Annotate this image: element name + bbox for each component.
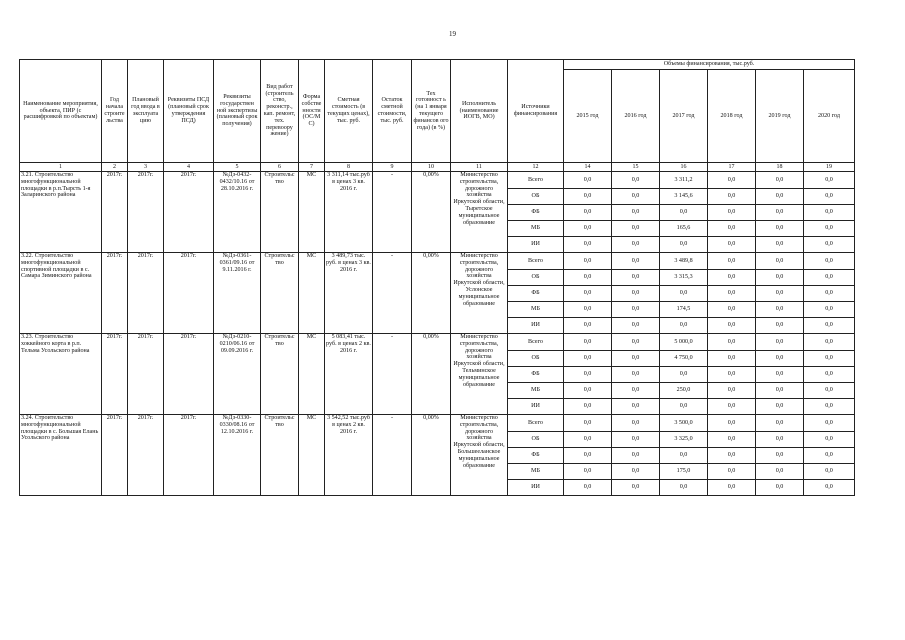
funding-value: 0,0	[612, 383, 660, 399]
column-number: 8	[325, 163, 373, 172]
funding-source: ИИ	[508, 318, 564, 334]
funding-value: 0,0	[708, 464, 756, 480]
column-number: 3	[128, 163, 164, 172]
ownership: МС	[299, 253, 325, 334]
expertise: №Дз-0432-0432/10.16 от 28.10.2016 г.	[214, 172, 261, 253]
funding-value: 165,6	[660, 221, 708, 237]
funding-source: ОБ	[508, 432, 564, 448]
funding-value: 0,0	[756, 464, 804, 480]
funding-value: 0,0	[708, 253, 756, 270]
funding-value: 0,0	[708, 432, 756, 448]
work-type: Строительс тво	[261, 415, 299, 496]
funding-value: 0,0	[804, 334, 855, 351]
funding-value: 0,0	[612, 318, 660, 334]
funding-value: 0,0	[804, 302, 855, 318]
funding-value: 0,0	[708, 221, 756, 237]
funding-source: ФБ	[508, 286, 564, 302]
funding-source: ФБ	[508, 448, 564, 464]
header-remainder: Остаток сметной стоимости, тыс. руб.	[373, 60, 412, 163]
header-year: 2015 год	[564, 70, 612, 163]
funding-value: 0,0	[564, 318, 612, 334]
funding-value: 0,0	[708, 383, 756, 399]
funding-value: 0,0	[564, 302, 612, 318]
plan-year: 2017г.	[128, 253, 164, 334]
funding-value: 0,0	[564, 464, 612, 480]
header-year: 2016 год	[612, 70, 660, 163]
funding-value: 0,0	[756, 221, 804, 237]
header-year: 2018 год	[708, 70, 756, 163]
ownership: МС	[299, 415, 325, 496]
remainder: -	[373, 334, 412, 415]
funding-value: 0,0	[564, 351, 612, 367]
funding-value: 0,0	[804, 464, 855, 480]
funding-value: 0,0	[804, 415, 855, 432]
header-work-type: Вид работ (строитель ство, реконстр., кап. ремонт, тех. перевоору жение)	[261, 60, 299, 163]
funding-value: 0,0	[756, 334, 804, 351]
funding-source: ИИ	[508, 237, 564, 253]
funding-value: 0,0	[564, 205, 612, 221]
start-year: 2017г.	[102, 415, 128, 496]
project-name: 3.22. Строительство многофункциональной спортивной площадки в с. Самара Зиминского района	[20, 253, 102, 334]
remainder: -	[373, 415, 412, 496]
funding-value: 0,0	[804, 221, 855, 237]
column-number: 17	[708, 163, 756, 172]
funding-value: 0,0	[564, 270, 612, 286]
estimate: 3 489,73 тыс. руб. в ценах 3 кв. 2016 г.	[325, 253, 373, 334]
funding-source: Всего	[508, 334, 564, 351]
funding-value: 0,0	[612, 286, 660, 302]
funding-value: 0,0	[612, 448, 660, 464]
funding-value: 3 311,2	[660, 172, 708, 189]
funding-source: ОБ	[508, 189, 564, 205]
column-number: 15	[612, 163, 660, 172]
funding-value: 0,0	[708, 237, 756, 253]
funding-value: 0,0	[612, 432, 660, 448]
funding-value: 0,0	[804, 480, 855, 496]
executor: Министерство строительства, дорожного хозяйства Иркутской области, Тельминское муниципальное образование	[451, 334, 508, 415]
funding-value: 0,0	[612, 270, 660, 286]
funding-value: 0,0	[756, 318, 804, 334]
funding-value: 0,0	[804, 270, 855, 286]
funding-value: 0,0	[756, 237, 804, 253]
funding-value: 0,0	[804, 189, 855, 205]
column-number: 9	[373, 163, 412, 172]
funding-value: 0,0	[708, 302, 756, 318]
column-number: 19	[804, 163, 855, 172]
funding-value: 0,0	[804, 253, 855, 270]
funding-value: 0,0	[756, 480, 804, 496]
column-number: 18	[756, 163, 804, 172]
funding-value: 0,0	[804, 432, 855, 448]
funding-source: Всего	[508, 172, 564, 189]
funding-value: 0,0	[564, 480, 612, 496]
header-start-year: Год начала строите льства	[102, 60, 128, 163]
financing-table	[19, 59, 855, 496]
start-year: 2017г.	[102, 172, 128, 253]
funding-value: 0,0	[564, 221, 612, 237]
funding-value: 250,0	[660, 383, 708, 399]
funding-value: 0,0	[756, 399, 804, 415]
header-sources: Источники финансирования	[508, 60, 564, 163]
funding-value: 0,0	[660, 448, 708, 464]
funding-value: 0,0	[708, 334, 756, 351]
funding-value: 0,0	[708, 415, 756, 432]
plan-year: 2017г.	[128, 415, 164, 496]
column-number: 5	[214, 163, 261, 172]
funding-value: 0,0	[708, 399, 756, 415]
funding-value: 0,0	[612, 415, 660, 432]
funding-value: 0,0	[708, 318, 756, 334]
estimate: 5 083,41 тыс. руб. в ценах 2 кв. 2016 г.	[325, 334, 373, 415]
funding-value: 3 500,0	[660, 415, 708, 432]
project-name: 3.23. Строительство хоккейного корта в р.п. Тельма Усольского района	[20, 334, 102, 415]
estimate: 3 311,14 тыс.руб в ценах 3 кв. 2016 г.	[325, 172, 373, 253]
funding-value: 0,0	[708, 351, 756, 367]
expertise: №Дз-0210-0210/06.16 от 09.09.2016 г.	[214, 334, 261, 415]
funding-value: 0,0	[660, 205, 708, 221]
funding-value: 0,0	[612, 221, 660, 237]
psd-year: 2017г.	[164, 334, 214, 415]
funding-value: 0,0	[756, 383, 804, 399]
funding-value: 0,0	[708, 448, 756, 464]
funding-value: 0,0	[804, 399, 855, 415]
funding-value: 0,0	[804, 383, 855, 399]
header-estimate: Сметная стоимость (в текущих ценах), тыс. руб.	[325, 60, 373, 163]
header-ownership: Форма собстве нности (ОС/М С)	[299, 60, 325, 163]
funding-value: 0,0	[756, 302, 804, 318]
header-funding: Объемы финансирования, тыс.руб.	[564, 60, 855, 70]
funding-value: 0,0	[804, 205, 855, 221]
funding-value: 0,0	[708, 480, 756, 496]
funding-value: 0,0	[756, 270, 804, 286]
funding-value: 0,0	[564, 432, 612, 448]
executor: Министерство строительства, дорожного хозяйства Иркутской области, Большееланское муниципальное образование	[451, 415, 508, 496]
funding-value: 0,0	[612, 464, 660, 480]
funding-value: 0,0	[612, 237, 660, 253]
funding-value: 0,0	[612, 399, 660, 415]
funding-value: 0,0	[660, 318, 708, 334]
funding-value: 0,0	[804, 172, 855, 189]
funding-value: 3 325,0	[660, 432, 708, 448]
funding-source: ФБ	[508, 205, 564, 221]
remainder: -	[373, 253, 412, 334]
funding-value: 0,0	[756, 172, 804, 189]
estimate: 3 542,52 тыс.руб в ценах 2 кв. 2016 г.	[325, 415, 373, 496]
funding-value: 0,0	[708, 172, 756, 189]
funding-value: 0,0	[564, 383, 612, 399]
funding-value: 0,0	[756, 286, 804, 302]
work-type: Строительс тво	[261, 172, 299, 253]
funding-value: 0,0	[612, 367, 660, 383]
funding-value: 0,0	[804, 318, 855, 334]
funding-value: 0,0	[564, 448, 612, 464]
header-plan-year: Плановый год ввода в эксплуата цию	[128, 60, 164, 163]
funding-source: МБ	[508, 383, 564, 399]
funding-value: 0,0	[564, 415, 612, 432]
header-year: 2019 год	[756, 70, 804, 163]
header-psd: Реквизиты ПСД (плановый срок утверждения ПСД)	[164, 60, 214, 163]
funding-value: 0,0	[564, 286, 612, 302]
column-number: 11	[451, 163, 508, 172]
remainder: -	[373, 172, 412, 253]
funding-source: ИИ	[508, 399, 564, 415]
funding-value: 3 315,3	[660, 270, 708, 286]
table-row	[20, 334, 855, 351]
ownership: МС	[299, 172, 325, 253]
executor: Министерство строительства, дорожного хозяйства Иркутской области, Услонское муниципальное образование	[451, 253, 508, 334]
funding-value: 3 145,6	[660, 189, 708, 205]
funding-source: МБ	[508, 302, 564, 318]
page-number: 19	[449, 30, 456, 38]
header-year: 2017 год	[660, 70, 708, 163]
funding-value: 0,0	[756, 367, 804, 383]
start-year: 2017г.	[102, 334, 128, 415]
funding-value: 0,0	[804, 367, 855, 383]
funding-source: МБ	[508, 221, 564, 237]
funding-value: 0,0	[804, 286, 855, 302]
funding-value: 0,0	[756, 351, 804, 367]
funding-value: 0,0	[612, 302, 660, 318]
funding-value: 0,0	[756, 432, 804, 448]
plan-year: 2017г.	[128, 172, 164, 253]
funding-value: 0,0	[756, 205, 804, 221]
funding-value: 0,0	[804, 237, 855, 253]
column-number: 6	[261, 163, 299, 172]
plan-year: 2017г.	[128, 334, 164, 415]
column-number: 1	[20, 163, 102, 172]
funding-source: Всего	[508, 415, 564, 432]
column-number: 4	[164, 163, 214, 172]
funding-value: 0,0	[660, 367, 708, 383]
readiness: 0,00%	[412, 253, 451, 334]
funding-value: 0,0	[612, 253, 660, 270]
column-number: 14	[564, 163, 612, 172]
funding-value: 175,0	[660, 464, 708, 480]
funding-value: 0,0	[564, 189, 612, 205]
funding-value: 174,5	[660, 302, 708, 318]
readiness: 0,00%	[412, 172, 451, 253]
project-name: 3.24. Строительство многофункциональной площадки в с. Большая Елань Усольского района	[20, 415, 102, 496]
funding-value: 0,0	[564, 367, 612, 383]
column-number: 12	[508, 163, 564, 172]
funding-value: 0,0	[660, 399, 708, 415]
funding-value: 0,0	[660, 286, 708, 302]
funding-value: 0,0	[564, 237, 612, 253]
project-name: 3.21. Строительство многофункциональной площадки в р.п.Тырсть 1-я Заларинского района	[20, 172, 102, 253]
ownership: МС	[299, 334, 325, 415]
funding-source: ОБ	[508, 351, 564, 367]
header-readiness: Тех готовност ь (на 1 января текущего финансов ого года) (в %)	[412, 60, 451, 163]
funding-value: 0,0	[612, 189, 660, 205]
funding-value: 0,0	[756, 448, 804, 464]
funding-source: МБ	[508, 464, 564, 480]
header-executor: Исполнитель (наименование ИОГВ, МО)	[451, 60, 508, 163]
funding-value: 0,0	[612, 334, 660, 351]
funding-value: 3 489,8	[660, 253, 708, 270]
funding-value: 0,0	[660, 237, 708, 253]
column-number: 16	[660, 163, 708, 172]
funding-value: 0,0	[756, 253, 804, 270]
psd-year: 2017г.	[164, 415, 214, 496]
funding-value: 0,0	[804, 351, 855, 367]
funding-value: 0,0	[756, 189, 804, 205]
funding-value: 0,0	[564, 253, 612, 270]
psd-year: 2017г.	[164, 172, 214, 253]
funding-value: 4 750,0	[660, 351, 708, 367]
funding-value: 0,0	[756, 415, 804, 432]
funding-value: 0,0	[564, 334, 612, 351]
executor: Министерство строительства, дорожного хозяйства Иркутской области, Тыретское муниципальное образование	[451, 172, 508, 253]
funding-source: ФБ	[508, 367, 564, 383]
table-row	[20, 172, 855, 189]
funding-source: ИИ	[508, 480, 564, 496]
start-year: 2017г.	[102, 253, 128, 334]
funding-value: 0,0	[708, 286, 756, 302]
funding-source: ОБ	[508, 270, 564, 286]
header-name: Наименование мероприятия, объекта, ПИР (с расшифровкой по объектам)	[20, 60, 102, 163]
funding-value: 0,0	[612, 205, 660, 221]
column-number: 10	[412, 163, 451, 172]
funding-value: 0,0	[708, 270, 756, 286]
expertise: №Дз-0330-0330/08.16 от 12.10.2016 г.	[214, 415, 261, 496]
work-type: Строительс тво	[261, 334, 299, 415]
column-number: 7	[299, 163, 325, 172]
funding-value: 0,0	[708, 189, 756, 205]
readiness: 0,00%	[412, 415, 451, 496]
header-expertise: Реквизиты государствен ной экспертизы (плановый срок получения)	[214, 60, 261, 163]
funding-value: 0,0	[612, 480, 660, 496]
funding-value: 0,0	[708, 367, 756, 383]
readiness: 0,00%	[412, 334, 451, 415]
funding-value: 0,0	[612, 351, 660, 367]
funding-source: Всего	[508, 253, 564, 270]
funding-value: 0,0	[804, 448, 855, 464]
psd-year: 2017г.	[164, 253, 214, 334]
work-type: Строительс тво	[261, 253, 299, 334]
funding-value: 0,0	[708, 205, 756, 221]
header-year: 2020 год	[804, 70, 855, 163]
expertise: №Дз-0361-0361/09.16 от 9.11.2016 г.	[214, 253, 261, 334]
funding-value: 5 000,0	[660, 334, 708, 351]
table-row	[20, 253, 855, 270]
funding-value: 0,0	[564, 172, 612, 189]
funding-value: 0,0	[660, 480, 708, 496]
funding-value: 0,0	[564, 399, 612, 415]
funding-value: 0,0	[612, 172, 660, 189]
column-number: 2	[102, 163, 128, 172]
table-row	[20, 415, 855, 432]
